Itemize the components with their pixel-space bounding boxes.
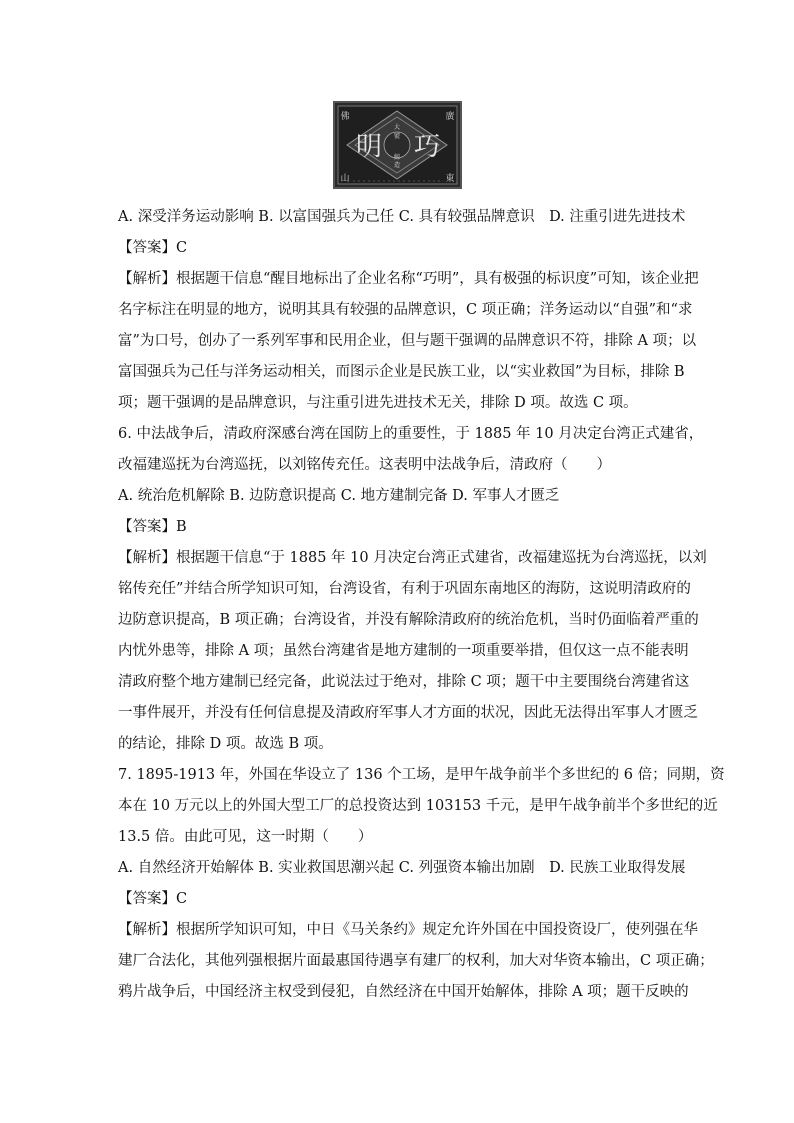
q5-analysis-line-2: 名字标注在明显的地方，说明其具有较强的品牌意识，C 项正确；洋务运动以“自强”和“求: [118, 302, 693, 318]
q6-stem-line-2: 改福建巡抚为台湾巡抚，以刘铭传充任。这表明中法战争后，清政府（ ）: [118, 457, 611, 473]
logo-center-3: 鯨: [393, 154, 401, 161]
q5-analysis-line-1: 【解析】根据题干信息“醒目地标出了企业名称“巧明”，具有极强的标识度”可知，该企业把: [118, 271, 699, 287]
q5-analysis-line-4: 富国强兵为己任与洋务运动相关，而图示企业是民族工业，以“实业救国”为目标，排除 B: [118, 364, 685, 380]
q6-analysis-line-7: 的结论，排除 D 项。故选 B 项。: [118, 736, 333, 752]
logo-corner-tl: 佛: [340, 112, 350, 122]
q7-analysis-line-3: 鸦片战争后，中国经济主权受到侵犯，自然经济在中国开始解体，排除 A 项；题干反映的: [118, 984, 689, 1000]
q5-answer: 【答案】C: [118, 240, 188, 256]
q7-options: A. 自然经济开始解体 B. 实业救国思潮兴起 C. 列强资本输出加剧 D. 民族工业取得发展: [118, 860, 686, 876]
q7-stem-line-2: 本在 10 万元以上的外国大型工厂的总投资达到 103153 千元，是甲午战争前半个多世纪的近: [118, 798, 718, 814]
q6-analysis-line-1: 【解析】根据题干信息“于 1885 年 10 月决定台湾正式建省，改福建巡抚为台湾巡抚，以刘: [118, 550, 707, 566]
q7-stem-line-1: 7. 1895-1913 年，外国在华设立了 136 个工场，是甲午战争前半个多世纪的 6 倍；同期，资: [118, 767, 725, 783]
logo-corner-bl: 山: [340, 174, 350, 184]
q7-answer: 【答案】C: [118, 891, 188, 907]
q6-answer: 【答案】B: [118, 519, 187, 535]
q5-options: A. 深受洋务运动影响 B. 以富国强兵为己任 C. 具有较强品牌意识 D. 注重引进先进技术: [118, 209, 686, 225]
q5-analysis-line-5: 项；题干强调的是品牌意识，与注重引进先进技术无关，排除 D 项。故选 C 项。: [118, 395, 638, 411]
q6-analysis-line-6: 一事件展开，并没有任何信息提及清政府军事人才方面的状况，因此无法得出军事人才匮乏: [118, 705, 698, 721]
q5-analysis-line-3: 富”为口号，创办了一系列军事和民用企业，但与题干强调的品牌意识不符，排除 A 项；以: [118, 333, 697, 349]
logo-corner-br: 東: [445, 174, 455, 184]
q6-analysis-line-4: 内忧外患等，排除 A 项；虽然台湾建省是地方建制的一项重要举措，但仅这一点不能表明: [118, 643, 689, 659]
enterprise-logo-image: [333, 101, 462, 189]
logo-corner-tr: 廣: [445, 112, 455, 122]
logo-char-qiao: 巧: [413, 132, 441, 162]
q7-analysis-line-2: 建厂合法化，其他列强根据片面最惠国待遇享有建厂的权利，加大对华资本输出，C 项正确；: [118, 953, 714, 969]
q7-stem-line-3: 13.5 倍。由此可见，这一时期（ ）: [118, 829, 373, 845]
q6-analysis-line-2: 铭传充任”并结合所学知识可知，台湾设省，有利于巩固东南地区的海防，这说明清政府的: [118, 581, 691, 597]
q6-analysis-line-5: 清政府整个地方建制已经完备，此说法过于绝对，排除 C 项；题干中主要围绕台湾建省这: [118, 674, 690, 690]
q6-stem-line-1: 6. 中法战争后，清政府深感台湾在国防上的重要性，于 1885 年 10 月决定台湾正式建省，: [118, 426, 704, 442]
logo-center-1: 大: [393, 124, 401, 131]
logo-center-2: 號: [393, 133, 401, 140]
q6-options: A. 统治危机解除 B. 边防意识提高 C. 地方建制完备 D. 军事人才匮乏: [118, 488, 560, 504]
q7-analysis-line-1: 【解析】根据所学知识可知，中日《马关条约》规定允许外国在中国投资设厂，使列强在华: [118, 922, 698, 938]
logo-center-4: 造: [393, 162, 401, 169]
logo-char-ming: 明: [355, 132, 383, 162]
q6-analysis-line-3: 边防意识提高，B 项正确；台湾设省，并没有解除清政府的统治危机，当时仍面临着严重的: [118, 612, 699, 628]
